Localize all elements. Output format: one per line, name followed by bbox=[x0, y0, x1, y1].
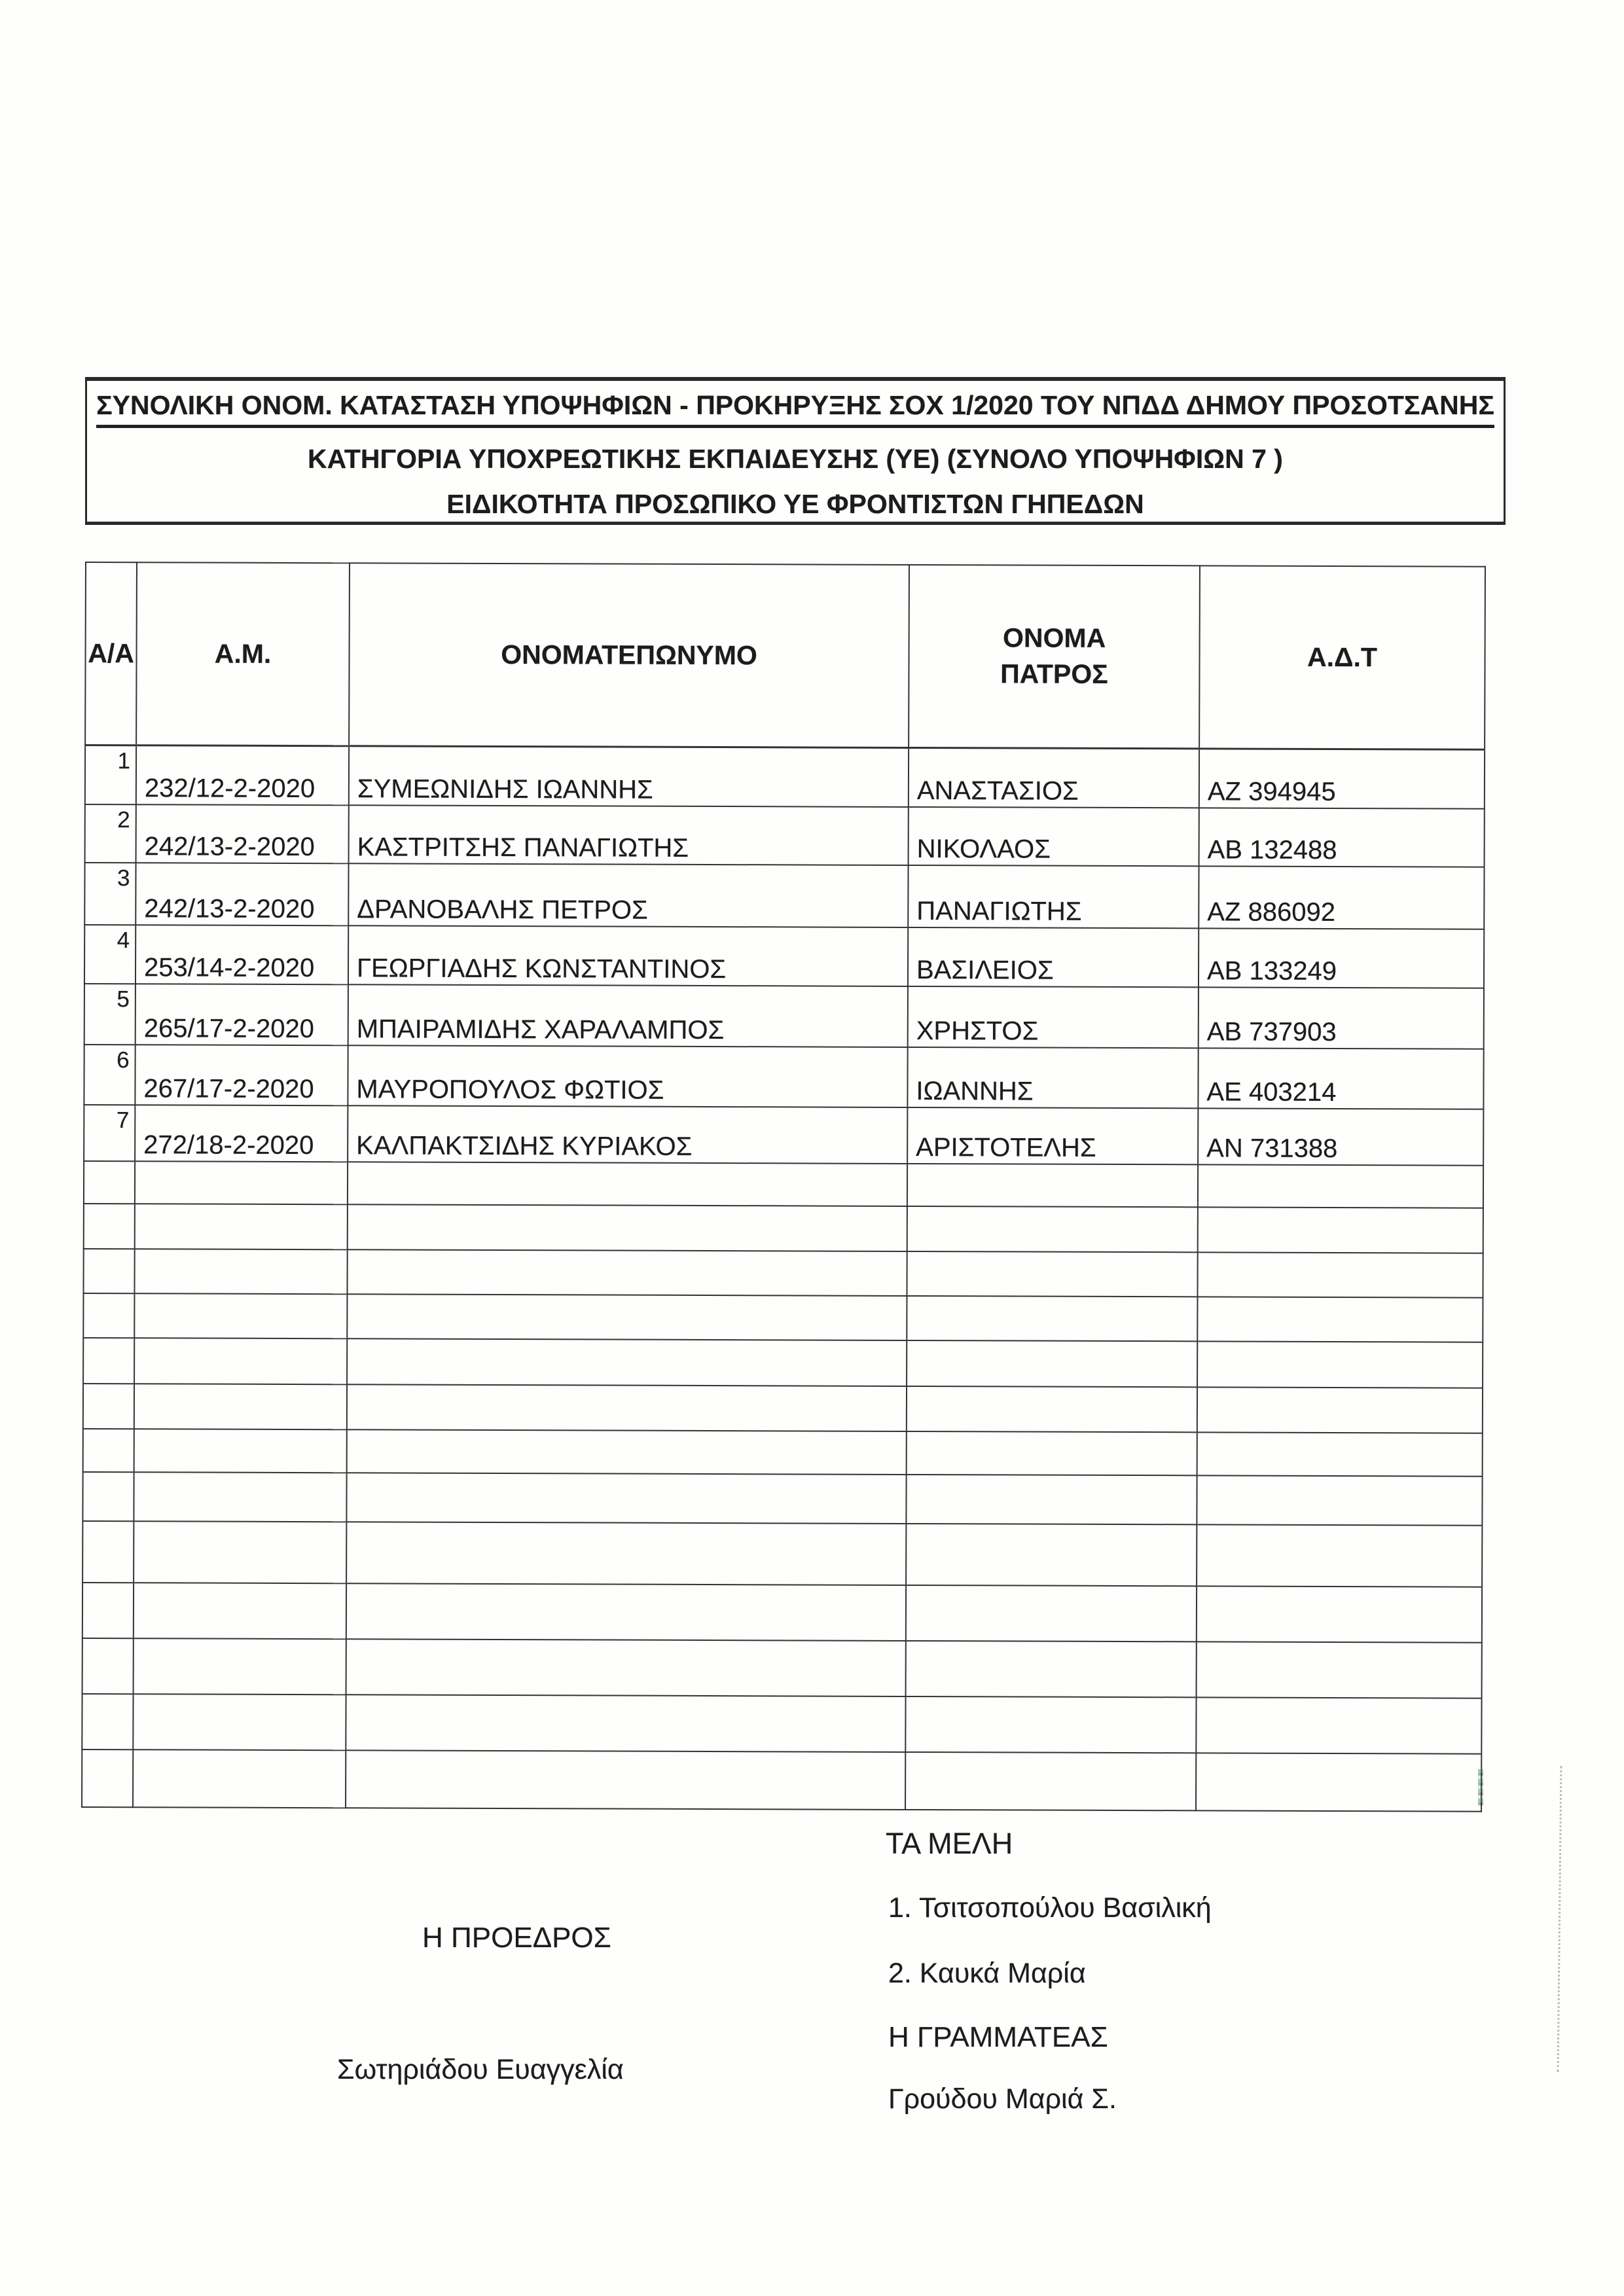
cell-am: 272/18-2-2020 bbox=[135, 1105, 348, 1162]
column-header-am: Α.Μ. bbox=[136, 562, 350, 745]
candidate-row bbox=[84, 925, 1484, 988]
empty-cell-adt bbox=[1197, 1524, 1482, 1587]
candidate-row bbox=[85, 804, 1485, 867]
cell-adt: ΑΖ 394945 bbox=[1199, 748, 1485, 808]
empty-cell-num bbox=[82, 1521, 134, 1583]
empty-cell-father bbox=[907, 1431, 1197, 1475]
cell-father: ΑΡΙΣΤΟΤΕΛΗΣ bbox=[907, 1107, 1198, 1164]
document-title-line3: ΕΙΔΙΚΟΤΗΤΑ ΠΡΟΣΩΠΙΚΟ ΥΕ ΦΡΟΝΤΙΣΤΩΝ ΓΗΠΕΔΩΝ bbox=[446, 489, 1144, 520]
empty-cell-am bbox=[134, 1521, 346, 1583]
empty-cell-father bbox=[907, 1340, 1197, 1387]
cell-adt: ΑΒ 737903 bbox=[1199, 987, 1484, 1049]
empty-cell-am bbox=[133, 1694, 346, 1750]
candidates-table-body bbox=[82, 745, 1485, 1812]
cell-father: ΒΑΣΙΛΕΙΟΣ bbox=[908, 927, 1199, 987]
empty-cell-adt bbox=[1197, 1297, 1483, 1342]
empty-cell-name bbox=[347, 1249, 907, 1296]
empty-cell-father bbox=[907, 1206, 1198, 1252]
column-header-aa: Α/Α bbox=[85, 562, 137, 745]
empty-cell-adt bbox=[1196, 1697, 1481, 1753]
cell-num: 3 bbox=[84, 863, 135, 925]
empty-cell-father bbox=[906, 1475, 1197, 1524]
empty-cell-adt bbox=[1198, 1164, 1483, 1208]
empty-cell-num bbox=[82, 1472, 134, 1521]
empty-row bbox=[83, 1293, 1483, 1342]
empty-cell-father bbox=[906, 1524, 1197, 1586]
empty-cell-am bbox=[134, 1472, 346, 1522]
empty-cell-name bbox=[346, 1583, 906, 1641]
empty-cell-adt bbox=[1197, 1341, 1483, 1388]
candidate-row bbox=[84, 863, 1484, 929]
cell-am: 232/12-2-2020 bbox=[136, 745, 349, 805]
cell-father: ΑΝΑΣΤΑΣΙΟΣ bbox=[909, 747, 1199, 808]
cell-am: 253/14-2-2020 bbox=[135, 925, 348, 984]
cell-adt: ΑΒ 133249 bbox=[1199, 928, 1484, 988]
empty-cell-father bbox=[906, 1585, 1197, 1641]
empty-cell-father bbox=[907, 1386, 1197, 1432]
table-header-row bbox=[85, 562, 1485, 749]
cell-name: ΚΑΛΠΑΚΤΣΙΔΗΣ ΚΥΡΙΑΚΟΣ bbox=[348, 1105, 907, 1164]
candidate-row bbox=[84, 1105, 1483, 1166]
cell-name: ΚΑΣΤΡΙΤΣΗΣ ΠΑΝΑΓΙΩΤΗΣ bbox=[349, 805, 909, 865]
empty-cell-name bbox=[347, 1294, 907, 1340]
empty-row bbox=[82, 1472, 1482, 1526]
cell-num: 1 bbox=[85, 745, 136, 804]
empty-cell-num bbox=[83, 1429, 134, 1472]
cell-am: 267/17-2-2020 bbox=[135, 1045, 348, 1105]
member-2: 2. Καυκά Μαρία bbox=[888, 1958, 1086, 1989]
cell-adt: ΑΕ 403214 bbox=[1198, 1048, 1483, 1109]
empty-cell-father bbox=[905, 1752, 1196, 1810]
document-title-line1 bbox=[87, 391, 1504, 428]
secretary-label: Η ΓΡΑΜΜΑΤΕΑΣ bbox=[888, 2021, 1108, 2053]
president-name: Σωτηριάδου Ευαγγελία bbox=[337, 2054, 624, 2085]
empty-cell-father bbox=[907, 1164, 1198, 1207]
cell-father: ΙΩΑΝΝΗΣ bbox=[907, 1047, 1198, 1108]
empty-cell-am bbox=[133, 1749, 346, 1808]
empty-cell-father bbox=[907, 1251, 1197, 1297]
empty-cell-name bbox=[346, 1522, 906, 1585]
empty-row bbox=[82, 1694, 1481, 1754]
empty-cell-num bbox=[82, 1638, 134, 1694]
cell-father: ΠΑΝΑΓΙΩΤΗΣ bbox=[908, 865, 1199, 928]
empty-row bbox=[84, 1161, 1483, 1208]
cell-name: ΓΕΩΡΓΙΑΔΗΣ ΚΩΝΣΤΑΝΤΙΝΟΣ bbox=[348, 925, 908, 986]
empty-cell-adt bbox=[1197, 1586, 1482, 1642]
empty-cell-am bbox=[135, 1161, 348, 1204]
empty-cell-adt bbox=[1197, 1641, 1482, 1698]
empty-cell-name bbox=[347, 1429, 907, 1475]
empty-cell-father bbox=[906, 1641, 1197, 1697]
empty-cell-am bbox=[134, 1384, 347, 1429]
empty-row bbox=[82, 1749, 1481, 1812]
empty-cell-num bbox=[83, 1293, 134, 1338]
empty-cell-adt bbox=[1198, 1207, 1483, 1253]
column-header-father-text: ΟΝΟΜΑ ΠΑΤΡΟΣ bbox=[1000, 622, 1108, 690]
empty-row bbox=[84, 1204, 1483, 1253]
empty-cell-father bbox=[907, 1296, 1197, 1341]
empty-cell-name bbox=[346, 1639, 906, 1696]
empty-cell-adt bbox=[1197, 1252, 1483, 1297]
empty-cell-num bbox=[82, 1583, 134, 1638]
empty-cell-num bbox=[82, 1749, 133, 1807]
empty-cell-num bbox=[83, 1384, 134, 1429]
empty-cell-am bbox=[135, 1204, 348, 1249]
empty-cell-num bbox=[84, 1161, 135, 1204]
cell-num: 5 bbox=[84, 984, 135, 1045]
cell-adt: ΑΝ 731388 bbox=[1198, 1108, 1483, 1165]
cell-adt: ΑΒ 132488 bbox=[1199, 808, 1485, 867]
document-title-box bbox=[85, 377, 1506, 525]
cell-num: 7 bbox=[84, 1105, 135, 1161]
member-1: 1. Τσιτσοπούλου Βασιλική bbox=[888, 1892, 1212, 1924]
empty-cell-num bbox=[83, 1249, 134, 1293]
empty-cell-adt bbox=[1196, 1753, 1481, 1811]
cell-num: 4 bbox=[84, 925, 135, 984]
column-header-adt: Α.Δ.Τ bbox=[1199, 565, 1485, 749]
empty-row bbox=[83, 1429, 1483, 1477]
empty-cell-adt bbox=[1197, 1432, 1483, 1476]
empty-cell-name bbox=[347, 1384, 907, 1431]
scan-color-smudge-artifact bbox=[1478, 1769, 1483, 1806]
cell-name: ΔΡΑΝΟΒΑΛΗΣ ΠΕΤΡΟΣ bbox=[348, 863, 908, 927]
candidates-table bbox=[81, 562, 1486, 1812]
empty-cell-num bbox=[82, 1694, 133, 1749]
cell-father: ΝΙΚΟΛΑΟΣ bbox=[909, 807, 1199, 866]
empty-row bbox=[83, 1338, 1483, 1388]
cell-father: ΧΡΗΣΤΟΣ bbox=[908, 986, 1199, 1048]
empty-cell-num bbox=[84, 1204, 135, 1249]
secretary-name: Γρούδου Μαριά Σ. bbox=[888, 2083, 1117, 2115]
empty-cell-name bbox=[346, 1473, 906, 1524]
empty-cell-am bbox=[134, 1293, 347, 1338]
empty-cell-am bbox=[134, 1583, 346, 1639]
empty-cell-name bbox=[348, 1204, 907, 1251]
empty-cell-name bbox=[348, 1162, 907, 1206]
cell-name: ΣΥΜΕΩΝΙΔΗΣ ΙΩΑΝΝΗΣ bbox=[349, 745, 909, 807]
empty-cell-am bbox=[134, 1338, 347, 1384]
cell-name: ΜΠΑΙΡΑΜΙΔΗΣ ΧΑΡΑΛΑΜΠΟΣ bbox=[348, 984, 908, 1047]
cell-am: 242/13-2-2020 bbox=[135, 863, 348, 925]
empty-cell-name bbox=[347, 1338, 907, 1386]
empty-cell-adt bbox=[1197, 1475, 1482, 1525]
empty-row bbox=[83, 1249, 1483, 1298]
cell-adt: ΑΖ 886092 bbox=[1199, 866, 1484, 929]
empty-row bbox=[82, 1521, 1482, 1587]
column-header-father bbox=[909, 565, 1200, 748]
members-label: ΤΑ ΜΕΛΗ bbox=[886, 1827, 1013, 1860]
empty-row bbox=[82, 1638, 1482, 1698]
empty-cell-adt bbox=[1197, 1387, 1483, 1433]
empty-row bbox=[83, 1384, 1483, 1433]
cell-am: 265/17-2-2020 bbox=[135, 984, 348, 1045]
empty-row bbox=[82, 1583, 1482, 1643]
candidate-row bbox=[85, 745, 1485, 809]
empty-cell-num bbox=[83, 1338, 134, 1384]
cell-num: 2 bbox=[85, 804, 136, 863]
document-title-line1-text: ΣΥΝΟΛΙΚΗ ΟΝΟΜ. ΚΑΤΑΣΤΑΣΗ ΥΠΟΨΗΦΙΩΝ - ΠΡΟΚΗΡΥΞΗΣ ΣΟΧ 1/2020 ΤΟΥ ΝΠΔΔ ΔΗΜΟΥ ΠΡΟΣΟΤΣΑΝΗΣ bbox=[96, 391, 1494, 428]
cell-am: 242/13-2-2020 bbox=[136, 804, 349, 863]
empty-cell-am bbox=[134, 1638, 346, 1695]
empty-cell-father bbox=[905, 1696, 1196, 1753]
empty-cell-name bbox=[346, 1750, 905, 1810]
document-title-line2: ΚΑΤΗΓΟΡΙΑ ΥΠΟΧΡΕΩΤΙΚΗΣ ΕΚΠΑΙΔΕΥΣΗΣ (ΥΕ) (ΣΥΝΟΛΟ ΥΠΟΨΗΦΙΩΝ 7 ) bbox=[308, 444, 1283, 475]
candidate-row bbox=[84, 1045, 1483, 1109]
column-header-name: ΟΝΟΜΑΤΕΠΩΝΥΜΟ bbox=[349, 563, 909, 747]
candidate-row bbox=[84, 984, 1484, 1049]
empty-cell-am bbox=[134, 1249, 347, 1294]
empty-cell-am bbox=[134, 1429, 347, 1473]
cell-num: 6 bbox=[84, 1045, 135, 1105]
scan-dotted-line-artifact bbox=[1557, 1766, 1562, 2072]
president-label: Η ΠΡΟΕΔΡΟΣ bbox=[422, 1922, 611, 1954]
cell-name: ΜΑΥΡΟΠΟΥΛΟΣ ΦΩΤΙΟΣ bbox=[348, 1045, 907, 1107]
empty-cell-name bbox=[346, 1695, 905, 1752]
